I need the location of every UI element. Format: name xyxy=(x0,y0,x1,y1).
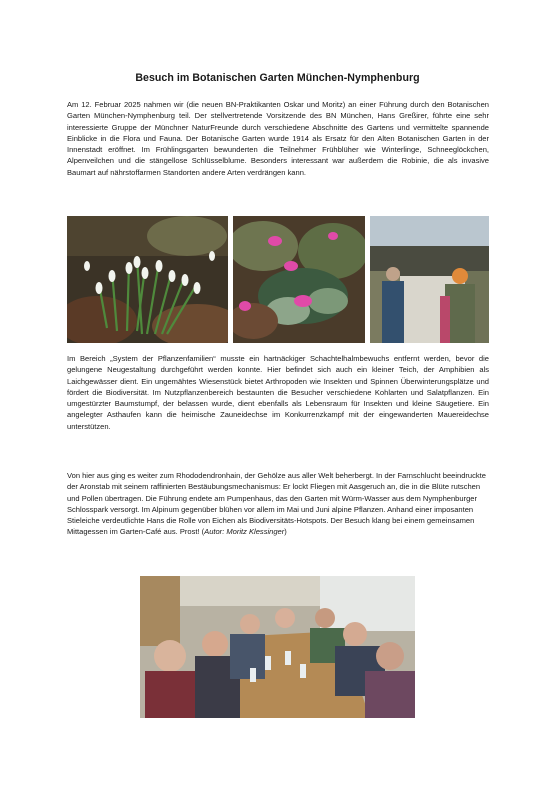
snowdrops-photo xyxy=(67,216,228,343)
author-credit: Autor: Moritz Klessinger xyxy=(204,527,285,537)
article-title: Besuch im Botanischen Garten München-Nymphenburg xyxy=(135,72,420,84)
paragraph-intro: Am 12. Februar 2025 nahmen wir (die neuen BN-Praktikanten Oskar und Moritz) an einer Führung durch den Botanischen Garten München-Nymphenburg teil. Der stellvertretende Vorsitzende des BN München, Hans Greßirer, führte eine sehr interessierte Gruppe der Münchner NaturFreunde durch verschiedene Abschnitte des Gartens und vermittelte spannende Einblicke in die Flora und Fauna. Der Botanische Garten wurde 1914 als Ersatz für den Alten Botanischen Garten in der Innenstadt eröffnet. Im Frühlingsgarten bewunderten die Teilnehmer Frühblüher wie Winterlinge, Schneeglöckchen, Alpenveilchen und die stängellose Schlüsselblume. Besonders interessant war außerdem die Robinie, die als invasive Baumart auf nährstoffarmen Standorten andere Arten verdrängen kann. xyxy=(67,100,489,177)
closing-parenthesis: ) xyxy=(284,527,287,537)
group-lunch-photo xyxy=(140,576,415,718)
paragraph-tour-end-text: Von hier aus ging es weiter zum Rhododendronhain, der Gehölze aus aller Welt beherbergt. In der Farnschlucht beeindruckte der Aronstab mit seinem raffinierten Bestäubungsmechanismus: Er lockt Fliegen mit Aasgeruch an, die in die Blüte rutschen und Pollen übertragen. Die Führung endete am Pumpenhaus, das den Garten mit Würm-Wasser aus dem Nymphenburger Schlosspark versorgt. Im Alpinum gegenüber blühen vor allem im Mai und Juni alpine Pflanzen. Anhand einer imposanten Stieleiche verdeutlichte Hans die Rolle von Eichen als Biodiversitäts-Hotspots. Der Besuch klang bei einem gemeinsamen Mittagessen im Garten-Café aus. Prost! ( xyxy=(67,471,486,537)
paragraph-tour-end xyxy=(67,470,489,538)
paragraph-plant-families: Im Bereich „System der Pflanzenfamilien“ musste ein hartnäckiger Schachtelhalmbewuchs entfernt werden, bevor die gelungene Neugestaltung durchgeführt werden konnte. Hier befindet sich auch ein kleiner Teich, der Amphibien als Laichgewässer dient. Ein ungemähtes Wiesenstück bietet Arthropoden wie Insekten und Spinnen Überwinterungsplätze und fördert die Biodiversität. Im Nutzpflanzenbereich bestaunten die Besucher verschiedene Kohlarten und Salatpflanzen. Ein umgestürzter Baumstumpf, der belassen wurde, dient ebenfalls als Lebensraum für Insekten und kleine Säugetiere. Ein angelegter Asthaufen kann die heimische Zauneidechse im Konkurrenzkampf mit der eingewanderten Mauereidechse unterstützen. xyxy=(67,354,489,431)
cyclamen-photo xyxy=(233,216,365,343)
garden-path-photo xyxy=(370,216,489,343)
